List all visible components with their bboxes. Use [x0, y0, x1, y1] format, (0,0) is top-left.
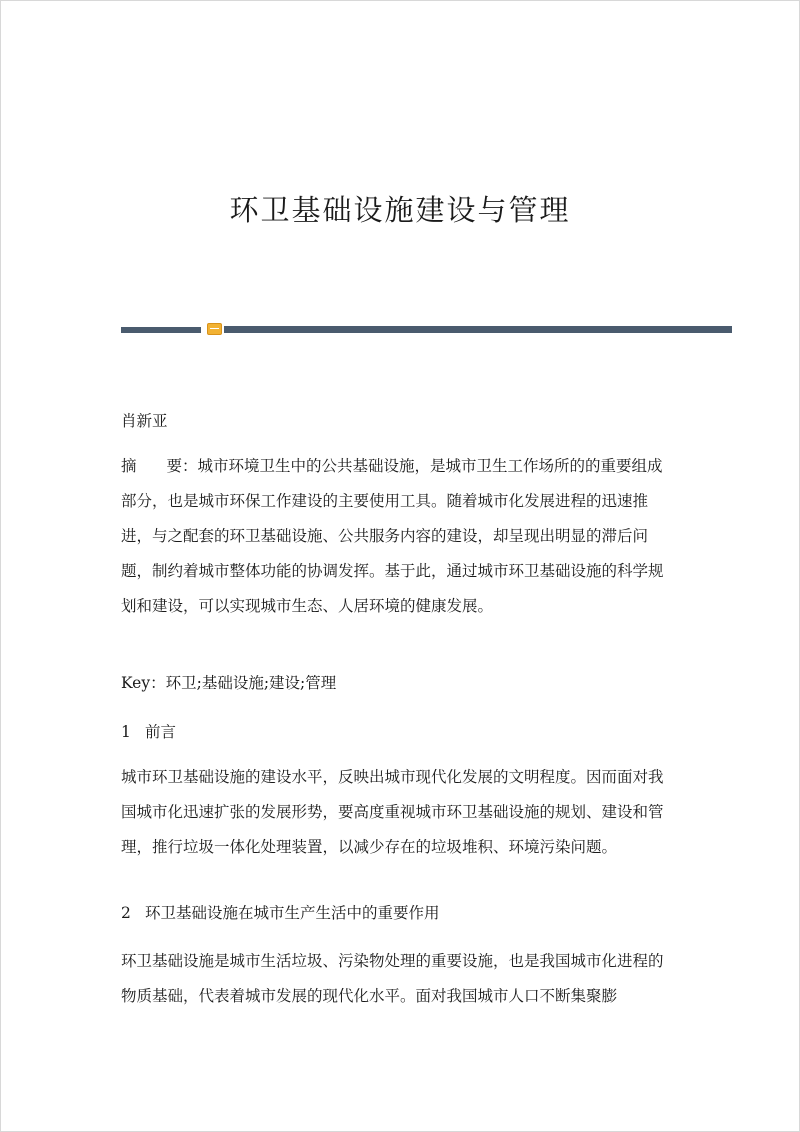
keywords-label: Key： — [121, 674, 166, 692]
abstract-label: 摘 要： — [121, 457, 198, 475]
divider-right-segment — [224, 326, 732, 333]
section-number-1: 1 — [121, 723, 131, 741]
author-name: 肖新亚 — [121, 412, 168, 430]
section-heading-1 — [121, 715, 681, 750]
section-number-2: 2 — [121, 904, 131, 922]
divider-left-segment — [121, 327, 201, 333]
section-title-1: 前言 — [145, 723, 177, 741]
abstract-paragraph — [121, 449, 676, 624]
keywords-text: 环卫;基础设施;建设;管理 — [165, 674, 337, 692]
document-title: 环卫基础设施建设与管理 — [229, 193, 571, 227]
section-paragraph-1: 城市环卫基础设施的建设水平，反映出城市现代化发展的文明程度。因而面对我国城市化迅速扩张的发展形势，要高度重视城市环卫基础设施的规划、建设和管理，推行垃圾一体化处理装置，以减少存在的垃圾堆积、环境污染问题。 — [121, 768, 664, 856]
section-heading-2 — [121, 896, 681, 931]
section-paragraph-2: 环卫基础设施是城市生活垃圾、污染物处理的重要设施，也是我国城市化进程的物质基础，代表着城市发展的现代化水平。面对我国城市人口不断集聚膨 — [121, 952, 664, 1005]
section-title-2: 环卫基础设施在城市生产生活中的重要作用 — [145, 904, 440, 922]
keywords-line — [121, 666, 681, 701]
title-divider — [121, 326, 732, 334]
abstract-text: 城市环境卫生中的公共基础设施，是城市卫生工作场所的的重要组成部分，也是城市环保工作建设的主要使用工具。随着城市化发展进程的迅速推进，与之配套的环卫基础设施、公共服务内容的建设，却呈现出明显的滞后问题，制约着城市整体功能的协调发挥。基于此，通过城市环卫基础设施的科学规划和建设，可以实现城市生态、人居环境的健康发展。 — [121, 457, 664, 615]
document-badge-icon — [207, 323, 222, 335]
